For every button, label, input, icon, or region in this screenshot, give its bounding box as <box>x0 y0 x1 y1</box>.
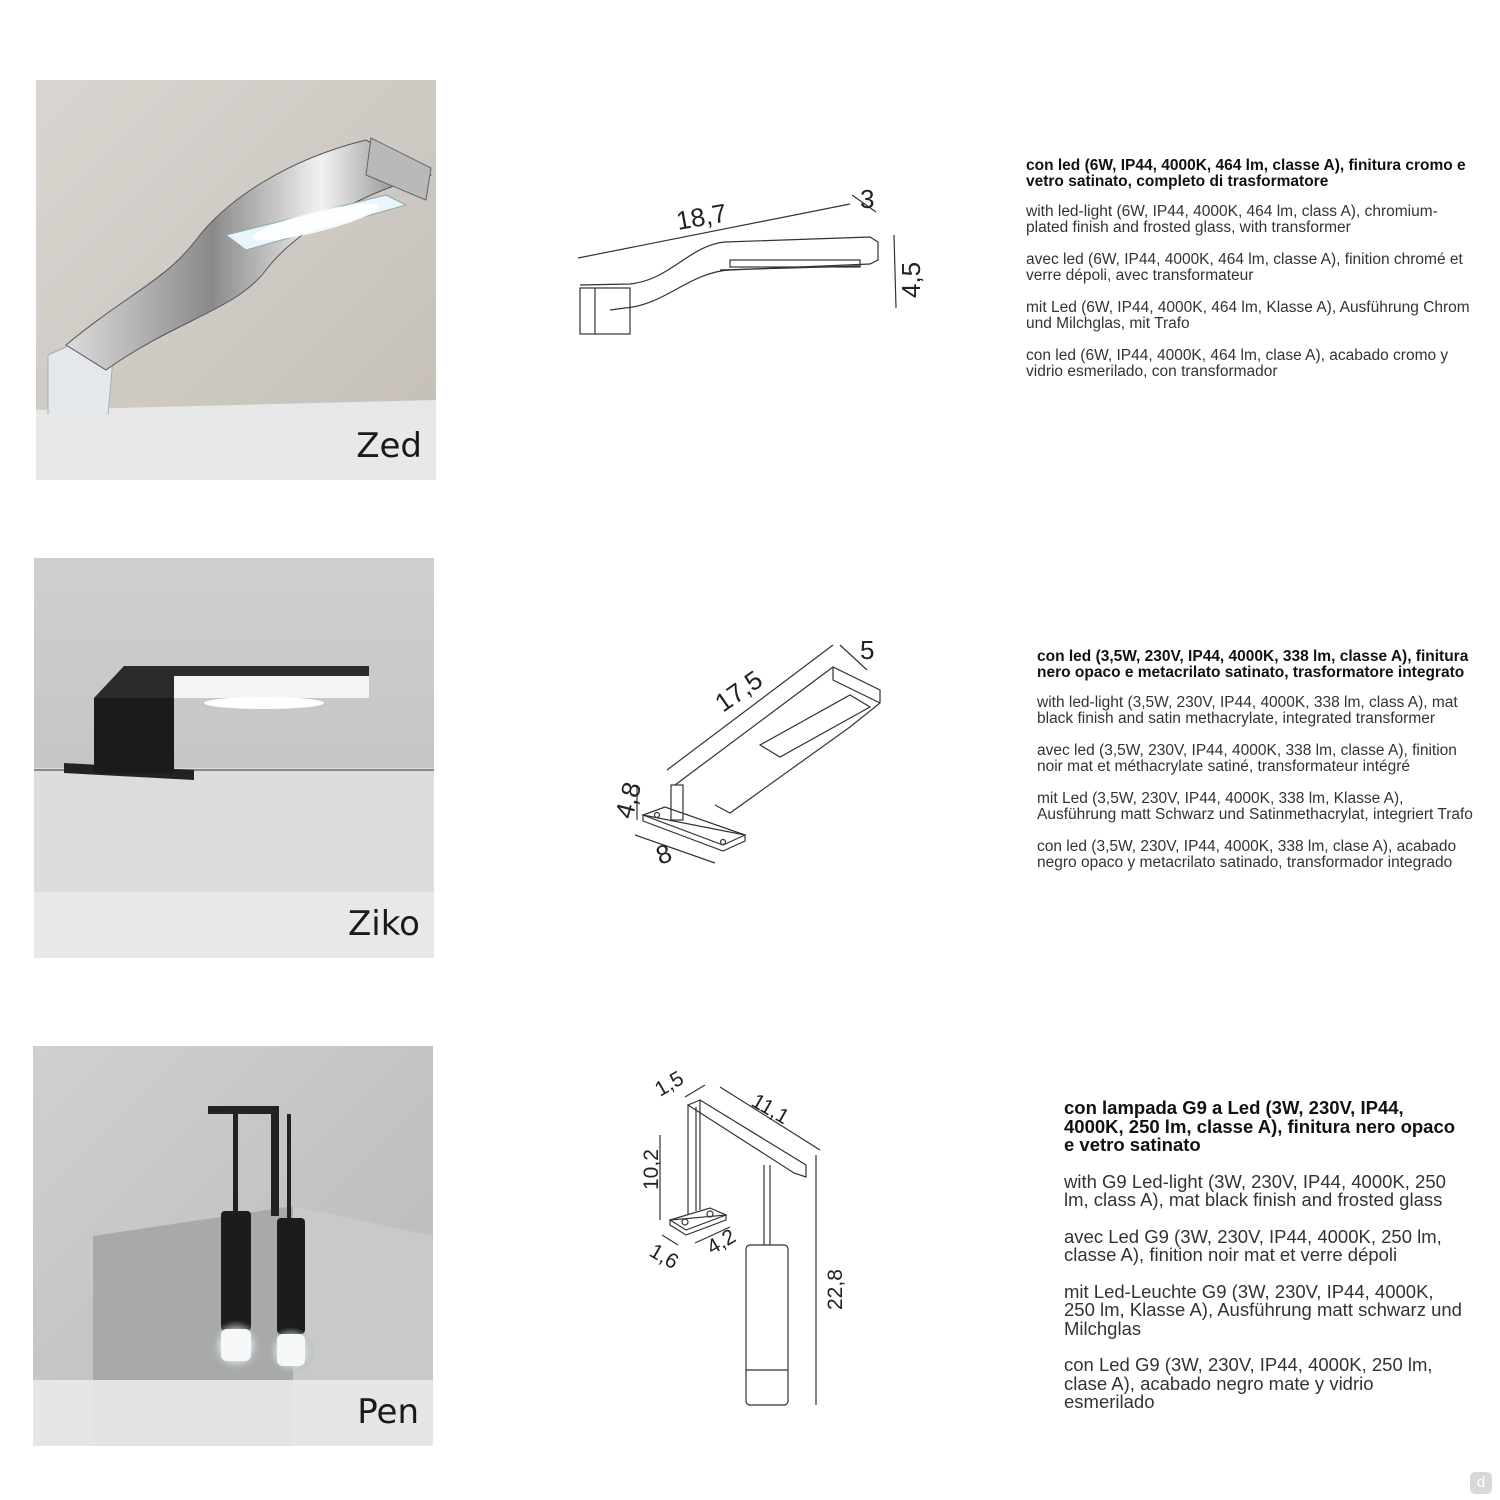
desc-italian: con led (6W, IP44, 4000K, 464 lm, classe A), finitura cromo e vetro satinato, completo di trasformatore <box>1026 157 1466 190</box>
pen-description-block <box>1064 1099 1464 1430</box>
dim-depth-label: 3 <box>860 184 875 214</box>
desc-spanish: con led (3,5W, 230V, IP44, 4000K, 338 lm, clase A), acabado negro opaco y metacrilato satinado, transformador integrado <box>1037 838 1457 871</box>
ziko-description-block <box>1037 649 1485 887</box>
dim-depth-label: 5 <box>860 635 875 665</box>
desc-english: with led-light (3,5W, 230V, IP44, 4000K, 338 lm, class A), mat black finish and satin methacrylate, integrated transformer <box>1037 694 1458 727</box>
product-name-caption: Zed <box>356 426 422 466</box>
desc-italian: con lampada G9 a Led (3W, 230V, IP44, 4000K, 250 lm, classe A), finitura nero opaco e vetro satinato <box>1064 1097 1456 1155</box>
desc-english: with led-light (6W, IP44, 4000K, 464 lm, class A), chromium-plated finish and frosted glass, with transformer <box>1026 203 1438 236</box>
product-name-caption: Pen <box>357 1392 419 1432</box>
product-name-caption: Ziko <box>347 904 420 944</box>
dim-height-label: 4,8 <box>608 778 648 822</box>
dim-base-width-label: 4,2 <box>703 1224 740 1260</box>
product-photo-ziko <box>34 558 434 958</box>
zed-description-block <box>1026 158 1476 396</box>
desc-spanish: con Led G9 (3W, 230V, IP44, 4000K, 250 lm, clase A), acabado negro mate y vidrio esmerilado <box>1064 1354 1433 1412</box>
dim-height-label: 4,5 <box>896 261 926 298</box>
ziko-dimension-drawing <box>605 635 905 875</box>
dim-length-label: 17,5 <box>709 664 768 718</box>
pen-dimension-drawing <box>630 1065 870 1415</box>
desc-french: avec led (6W, IP44, 4000K, 464 lm, classe A), finition chromé et verre dépoli, avec transformateur <box>1026 251 1463 284</box>
desc-german: mit Led (6W, IP44, 4000K, 464 lm, Klasse A), Ausführung Chrom und Milchglas, mit Trafo <box>1026 299 1470 332</box>
desc-spanish: con led (6W, IP44, 4000K, 464 lm, clase A), acabado cromo y vidrio esmerilado, con transformador <box>1026 347 1449 380</box>
desc-english: with G9 Led-light (3W, 230V, IP44, 4000K, 250 lm, class A), mat black finish and frosted glass <box>1064 1170 1446 1210</box>
product-photo-pen <box>33 1046 433 1446</box>
dim-length-label: 18,7 <box>673 197 729 236</box>
desc-german: mit Led-Leuchte G9 (3W, 230V, IP44, 4000K, 250 lm, Klasse A), Ausführung matt schwarz und Milchglas <box>1064 1280 1462 1339</box>
desc-german: mit Led (3,5W, 230V, IP44, 4000K, 338 lm, Klasse A), Ausführung matt Schwarz und Satinmethacrylat, integriert Trafo <box>1037 790 1473 823</box>
desc-french: avec Led G9 (3W, 230V, IP44, 4000K, 250 lm, classe A), finition noir mat et verre dépoli <box>1064 1225 1442 1265</box>
desc-italian: con led (3,5W, 230V, IP44, 4000K, 338 lm, classe A), finitura nero opaco e metacrilato satinato, trasformatore integrato <box>1037 648 1469 681</box>
dim-vertical-label: 10,2 <box>640 1149 663 1190</box>
dim-arm-length-label: 11,1 <box>747 1089 794 1129</box>
dim-base-depth-label: 1,6 <box>645 1239 683 1274</box>
watermark-badge: d <box>1470 1472 1492 1494</box>
product-photo-zed <box>36 80 436 480</box>
zed-dimension-drawing <box>570 180 930 370</box>
dim-base-label: 8 <box>651 837 676 871</box>
dim-top-depth-label: 1,5 <box>651 1066 688 1102</box>
dim-total-height-label: 22,8 <box>824 1269 847 1310</box>
desc-french: avec led (3,5W, 230V, IP44, 4000K, 338 lm, classe A), finition noir mat et méthacrylate satiné, transformateur intégré <box>1037 742 1457 775</box>
